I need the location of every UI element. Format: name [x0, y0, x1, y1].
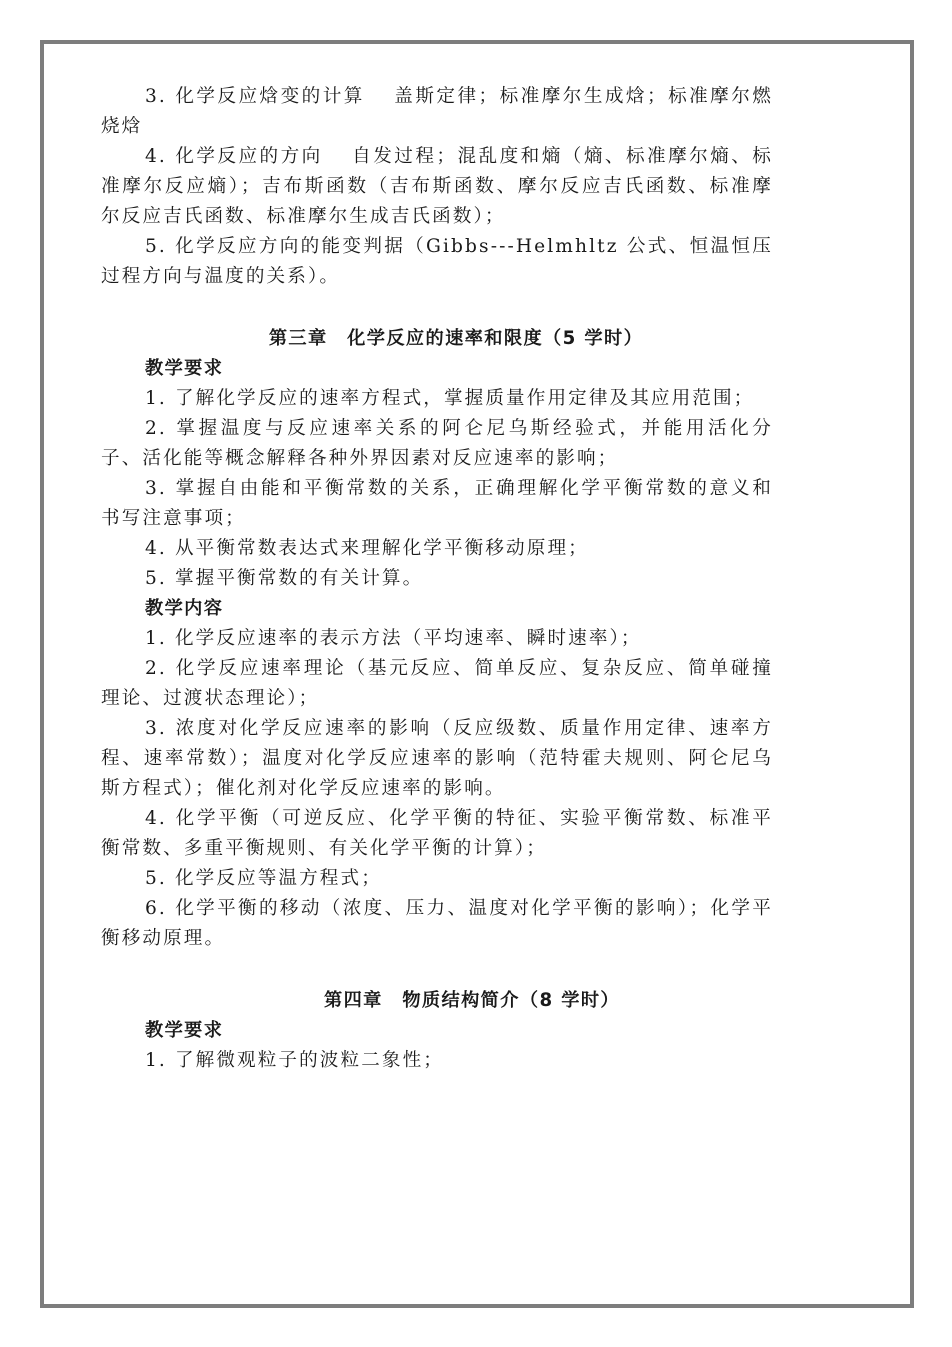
ch3-content-item-4: 4. 化学平衡（可逆反应、化学平衡的特征、实验平衡常数、标准平衡常数、多重平衡规则、有关化学平衡的计算）； [101, 808, 773, 859]
ch3-content-item-6: 6. 化学平衡的移动（浓度、压力、温度对化学平衡的影响）；化学平衡移动原理。 [101, 898, 773, 949]
ch3-requirement-item-1: 1. 了解化学反应的速率方程式，掌握质量作用定律及其应用范围； [145, 388, 755, 409]
ch2-content-item-3: 3. 化学反应焓变的计算 盖斯定律；标准摩尔生成焓；标准摩尔燃烧焓 [101, 86, 773, 137]
chapter-3-title: 第三章 化学反应的速率和限度（5 学时） [268, 328, 644, 349]
section-spacer [101, 954, 773, 986]
ch2-content-item-4: 4. 化学反应的方向 自发过程；混乱度和熵（熵、标准摩尔熵、标准摩尔反应熵）；吉布斯函数（吉布斯函数、摩尔反应吉氏函数、标准摩尔反应吉氏函数、标准摩尔生成吉氏函数）； [101, 146, 773, 227]
ch2-content-item-5: 5. 化学反应方向的能变判据（Gibbs---Helmhltz 公式、恒温恒压过程方向与温度的关系）。 [101, 236, 773, 287]
ch3-content-item-5: 5. 化学反应等温方程式； [145, 868, 382, 889]
document-body [101, 82, 773, 1076]
ch3-requirement-item-5: 5. 掌握平衡常数的有关计算。 [145, 568, 424, 589]
ch4-requirement-item-1: 1. 了解微观粒子的波粒二象性； [145, 1050, 444, 1071]
section-spacer [101, 292, 773, 324]
ch3-requirement-item-3: 3. 掌握自由能和平衡常数的关系，正确理解化学平衡常数的意义和书写注意事项； [101, 478, 773, 529]
ch3-requirement-item-4: 4. 从平衡常数表达式来理解化学平衡移动原理； [145, 538, 589, 559]
ch3-content-item-2: 2. 化学反应速率理论（基元反应、简单反应、复杂反应、简单碰撞理论、过渡状态理论）； [101, 658, 773, 709]
ch4-requirements-heading: 教学要求 [145, 1020, 224, 1041]
ch3-content-item-3: 3. 浓度对化学反应速率的影响（反应级数、质量作用定律、速率方程、速率常数）；温度对化学反应速率的影响（范特霍夫规则、阿仑尼乌斯方程式）；催化剂对化学反应速率的影响。 [101, 718, 773, 799]
chapter-4-title: 第四章 物质结构简介（8 学时） [323, 990, 620, 1011]
ch3-contents-heading: 教学内容 [145, 598, 224, 619]
ch3-requirements-heading: 教学要求 [145, 358, 224, 379]
ch3-requirement-item-2: 2. 掌握温度与反应速率关系的阿仑尼乌斯经验式，并能用活化分子、活化能等概念解释各种外界因素对反应速率的影响； [101, 418, 773, 469]
ch3-content-item-1: 1. 化学反应速率的表示方法（平均速率、瞬时速率）； [145, 628, 642, 649]
